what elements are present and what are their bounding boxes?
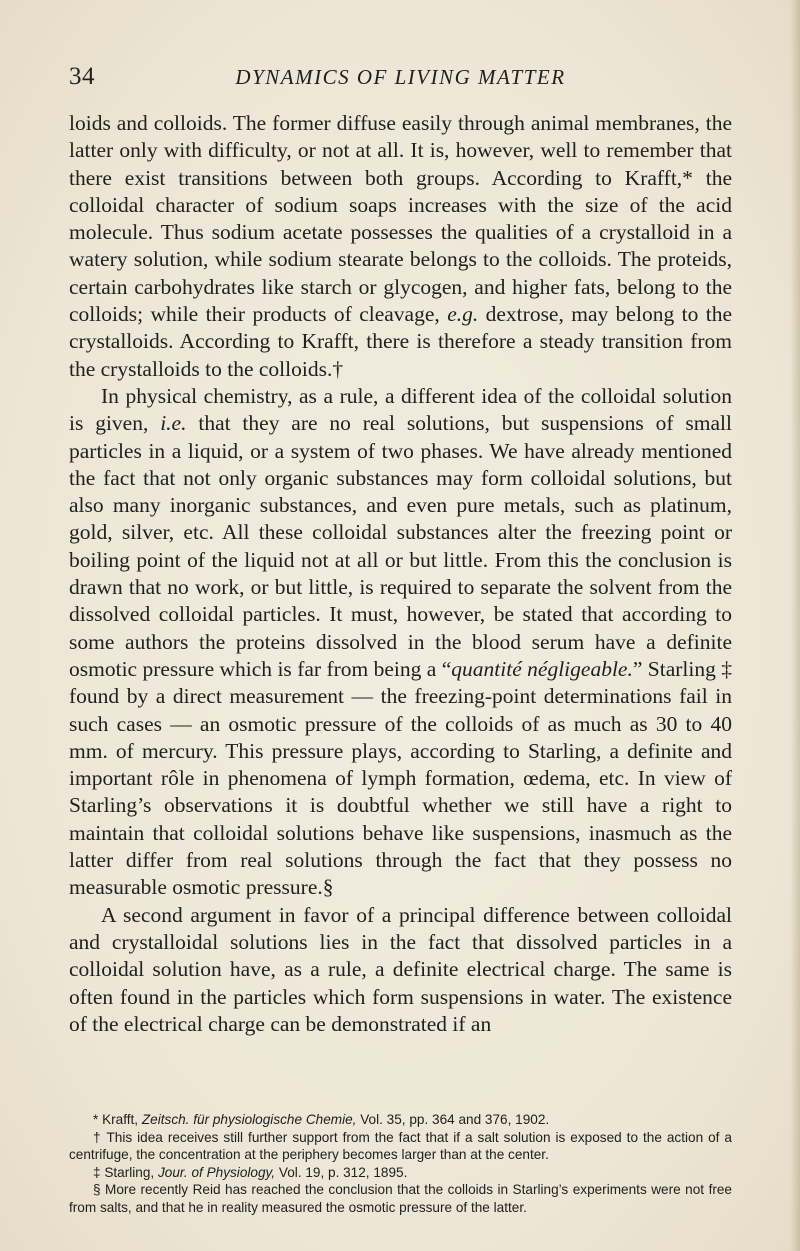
paragraph-2: [69, 383, 732, 902]
paragraph-2-a: In physical chemistry, as a rule, a different idea of the colloidal solution is given,: [69, 383, 732, 436]
footnote-3: [69, 1164, 732, 1182]
paragraph-2-c: ” Starling ‡ found by a direct measurement — the freezing-point determinations fail in such cases — an osmotic pressure of the colloids of as much as 30 to 40 mm. of mercury. This pressure plays, according to Starling, a definite and important rôle in phenomena of lymph formation, œdema, etc. In view of Starling’s observations it is doubtful whether we still have a right to maintain that colloidal solutions behave like suspensions, inasmuch as the latter differ from real solutions through the fact that they possess no measurable osmotic pressure.§: [69, 656, 733, 900]
footnote-3-journal: Jour. of Physiology,: [157, 1164, 276, 1180]
page-header: [69, 62, 732, 92]
footnote-1-b: Vol. 35, pp. 364 and 376, 1902.: [356, 1112, 550, 1127]
paragraph-2-b: that they are no real solutions, but suspensions of small particles in a liquid, or a system of two phases. We have already mentioned the fact that not only organic substances may form colloidal solutions, but also many inorganic substances, and even pure metals, such as platinum, gold, silver, etc. All these colloidal substances alter the freezing point or boiling point of the liquid not at all or but little. From this the conclusion is drawn that no work, or but little, is required to separate the solvent from the dissolved colloidal particles. It must, however, be stated that according to some authors the proteins dissolved in the blood serum have a definite osmotic pressure which is far from being a “: [69, 411, 732, 681]
running-head: DYNAMICS OF LIVING MATTER: [235, 65, 566, 89]
paragraph-3: [69, 902, 732, 1038]
page-number: 34: [69, 63, 95, 90]
footnote-1-a: * Krafft,: [93, 1112, 142, 1127]
footnote-1-journal: Zeitsch. für physiologische Chemie,: [141, 1112, 357, 1127]
footnote-2: † This idea receives still further support from the fact that if a salt solution is exposed to the action of a centrifuge, the concentration at the periphery becomes larger than at the center.: [69, 1129, 732, 1162]
paragraph-1-end: dextrose, may belong to the crystalloids. According to Krafft, there is therefore a steady transition from the crystalloids to the colloids.†: [69, 302, 733, 381]
paragraph-1: [69, 110, 732, 383]
body-text: [69, 110, 732, 1038]
footnotes: [69, 1111, 732, 1216]
quantite-negligeable: quantité négligeable.: [451, 656, 633, 681]
footnote-3-b: Vol. 19, p. 312, 1895.: [275, 1164, 408, 1180]
page-edge-shadow: [790, 0, 800, 1251]
ie-abbrev: i.e.: [160, 411, 187, 436]
paragraph-1-text: loids and colloids. The former diffuse easily through animal membranes, the latter only with difficulty, or not at all. It is, however, well to remember that there exist transitions between both groups. According to Krafft,* the colloidal character of sodium soaps increases with the size of the acid molecule. Thus sodium acetate possesses the qualities of a crystalloid in a watery solution, while sodium stearate belongs to the colloids. The proteids, certain carbohydrates like starch or glycogen, and higher fats, belong to the colloids; while their products of cleavage,: [69, 111, 732, 327]
paragraph-3-text: A second argument in favor of a principal difference between colloidal and crystalloidal solutions lies in the fact that dissolved particles in a colloidal solution have, as a rule, a definite electrical charge. The same is often found in the particles which form suspensions in water. The existence of the electrical charge can be demonstrated if an: [69, 902, 732, 1036]
footnote-1: [69, 1111, 732, 1129]
footnote-3-a: ‡ Starling,: [93, 1164, 158, 1180]
eg-abbrev: e.g.: [447, 302, 479, 327]
footnote-4: § More recently Reid has reached the conclusion that the colloids in Starling’s experiments were not free from salts, and that he in reality measured the osmotic pressure of the latter.: [69, 1182, 732, 1215]
